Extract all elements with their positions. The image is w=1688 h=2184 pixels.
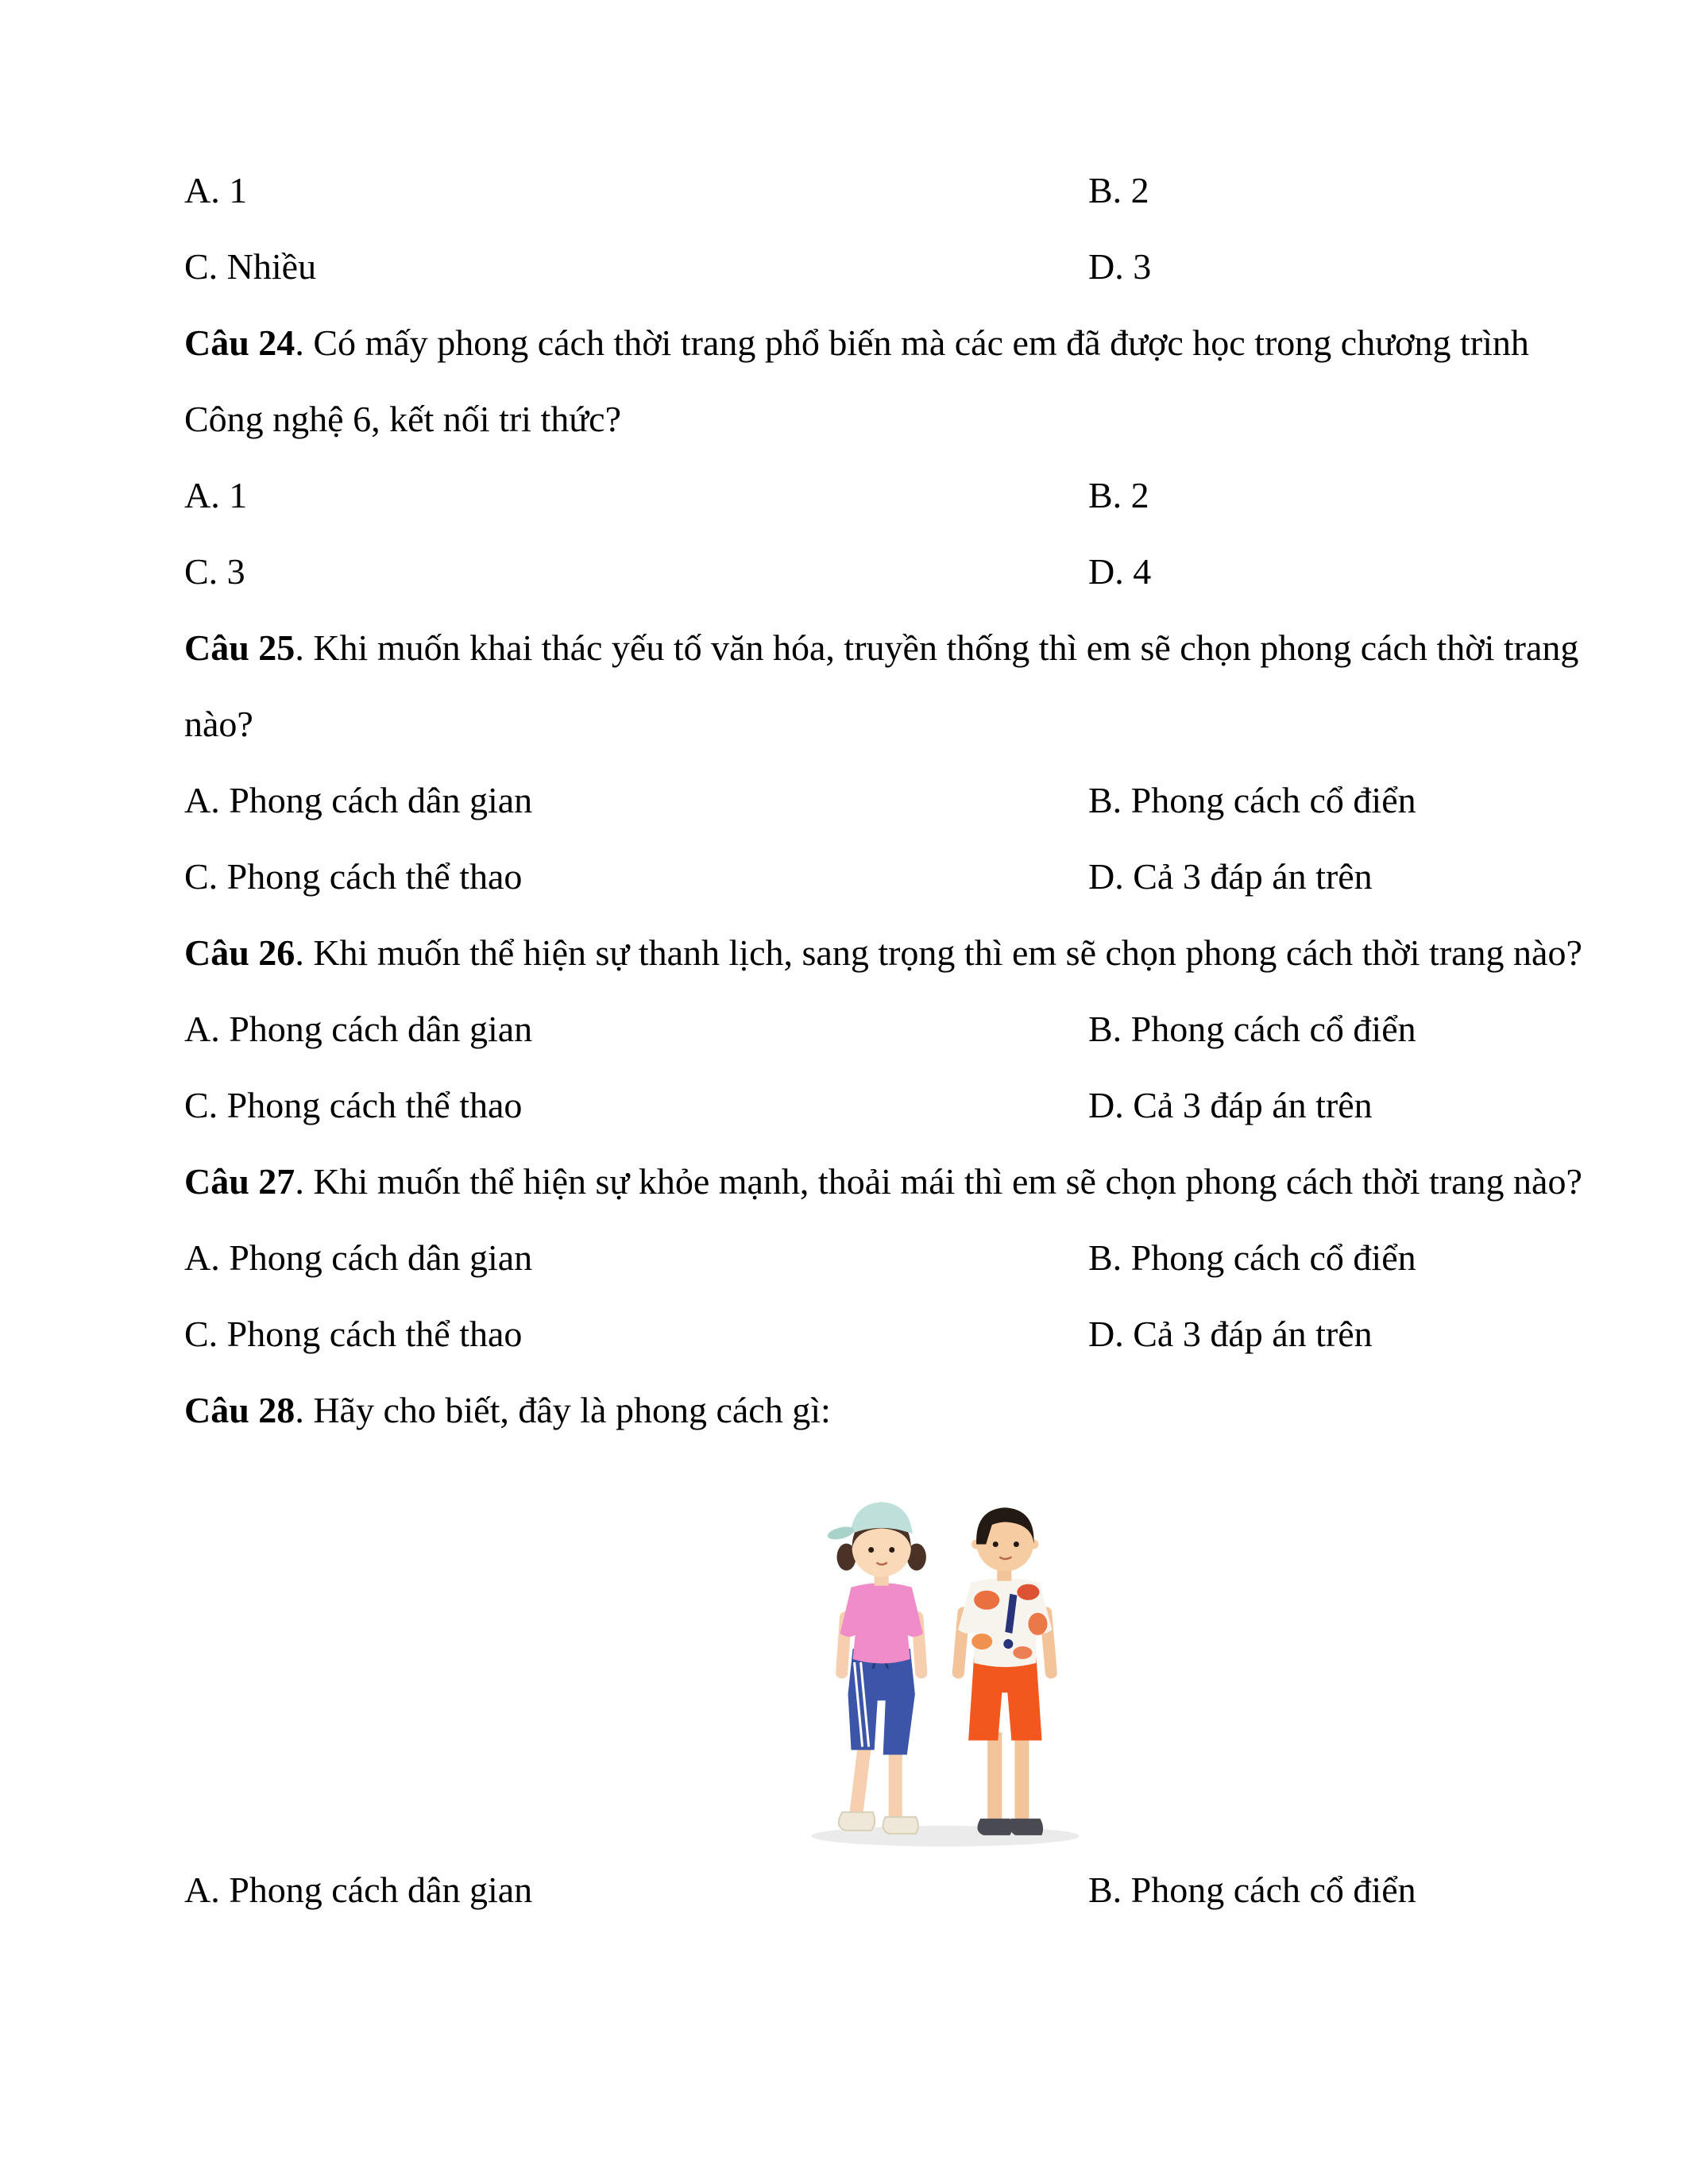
prev-question-options-row-2 [184, 229, 1593, 305]
answer-option-d: D. 4 [1088, 551, 1152, 592]
answer-option-b: B. Phong cách cổ điển [1088, 780, 1416, 820]
answer-option-d: D. Cả 3 đáp án trên [1088, 856, 1373, 897]
question-25-options-row-1 [184, 762, 1593, 839]
children-illustration-svg [755, 1453, 1128, 1852]
question-26-text: . Khi muốn thể hiện sự thanh lịch, sang trọng thì em sẽ chọn phong cách thời trang nào? [295, 932, 1582, 973]
prev-question-options-row-1 [184, 152, 1593, 229]
girl-figure [826, 1502, 928, 1834]
boy-figure [952, 1507, 1057, 1835]
answer-option-b: B. Phong cách cổ điển [1088, 1237, 1416, 1278]
question-24-number: Câu 24 [184, 322, 295, 363]
question-27-options-row-1 [184, 1220, 1593, 1296]
question-27-options-row-2 [184, 1296, 1593, 1372]
answer-option-a: A. Phong cách dân gian [184, 780, 533, 820]
question-26 [184, 915, 1593, 991]
answer-option-c: C. Phong cách thể thao [184, 1085, 523, 1125]
question-28 [184, 1372, 1593, 1449]
question-25-text: . Khi muốn khai thác yếu tố văn hóa, truyền thống thì em sẽ chọn phong cách thời trang nào? [184, 627, 1579, 744]
answer-option-a: A. 1 [184, 170, 248, 210]
question-25-options-row-2 [184, 839, 1593, 915]
answer-option-b: B. Phong cách cổ điển [1088, 1870, 1416, 1910]
answer-option-c: C. 3 [184, 551, 245, 592]
question-26-options-row-2 [184, 1067, 1593, 1144]
answer-option-d: D. Cả 3 đáp án trên [1088, 1314, 1373, 1354]
answer-option-c: C. Phong cách thể thao [184, 1314, 523, 1354]
question-27-number: Câu 27 [184, 1161, 295, 1202]
question-28-number: Câu 28 [184, 1390, 295, 1430]
answer-option-a: A. Phong cách dân gian [184, 1870, 533, 1910]
children-illustration [755, 1453, 1128, 1852]
answer-option-b: B. 2 [1088, 170, 1149, 210]
question-28-options-row-1 [184, 1852, 1593, 1928]
answer-option-d: D. Cả 3 đáp án trên [1088, 1085, 1373, 1125]
question-24-options-row-1 [184, 457, 1593, 534]
answer-option-c: C. Phong cách thể thao [184, 856, 523, 897]
answer-option-a: A. Phong cách dân gian [184, 1237, 533, 1278]
question-24-text: . Có mấy phong cách thời trang phổ biến mà các em đã được học trong chương trình Công nghệ 6, kết nối tri thức? [184, 322, 1529, 439]
question-26-number: Câu 26 [184, 932, 295, 973]
question-24-options-row-2 [184, 534, 1593, 610]
question-27-text: . Khi muốn thể hiện sự khỏe mạnh, thoải mái thì em sẽ chọn phong cách thời trang nào? [295, 1161, 1582, 1202]
answer-option-d: D. 3 [1088, 246, 1152, 287]
answer-option-c: C. Nhiều [184, 246, 317, 287]
answer-option-a: A. 1 [184, 475, 248, 515]
answer-option-b: B. Phong cách cổ điển [1088, 1009, 1416, 1049]
question-25-number: Câu 25 [184, 627, 295, 668]
answer-option-b: B. 2 [1088, 475, 1149, 515]
question-27 [184, 1144, 1593, 1220]
question-28-text: . Hãy cho biết, đây là phong cách gì: [295, 1390, 831, 1430]
question-25 [184, 610, 1593, 762]
answer-option-a: A. Phong cách dân gian [184, 1009, 533, 1049]
question-24 [184, 305, 1593, 457]
question-26-options-row-1 [184, 991, 1593, 1067]
